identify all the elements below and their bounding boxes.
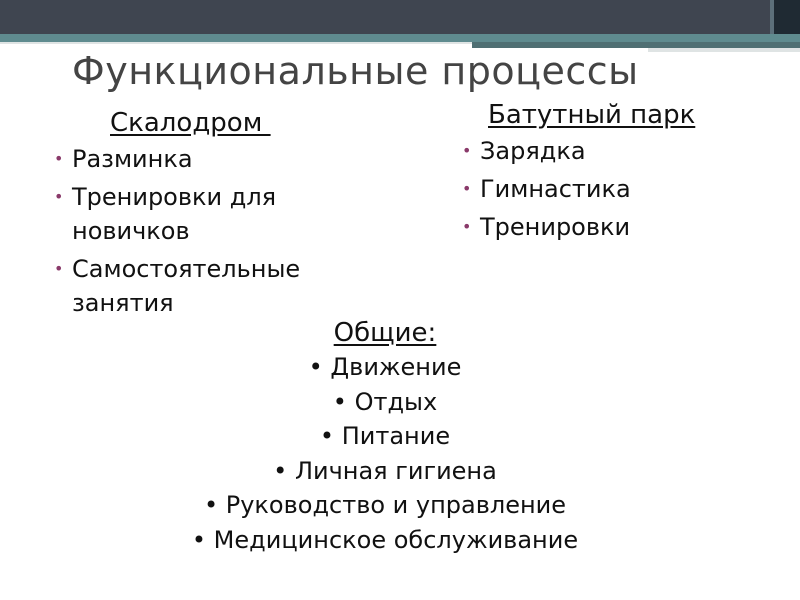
list-item: • Отдых: [332, 387, 438, 416]
header-accent-dark: [774, 0, 800, 34]
list-item: • Зарядка: [456, 134, 756, 168]
bullet-icon: •: [462, 217, 472, 236]
common-section: [100, 318, 670, 557]
bullet-icon: •: [54, 259, 64, 278]
accent-stripe-thin: [648, 48, 800, 52]
list-item: • Личная гигиена: [273, 456, 497, 485]
right-column: [456, 100, 756, 248]
list-item: • Гимнастика: [456, 172, 756, 206]
list-item: • Самостоятельные занятия: [48, 252, 378, 320]
bullet-icon: •: [54, 149, 64, 168]
left-column: [48, 108, 378, 324]
list-item: • Тренировки для новичков: [48, 180, 378, 248]
right-column-list: [456, 134, 756, 244]
list-item: • Разминка: [48, 142, 378, 176]
list-item: • Движение: [308, 353, 462, 381]
slide-title: Функциональные процессы: [72, 49, 639, 93]
common-heading: Общие:: [333, 318, 437, 348]
left-column-list: [48, 142, 378, 320]
right-column-heading: Батутный парк: [488, 100, 696, 130]
list-item: • Медицинское обслуживание: [191, 525, 579, 554]
accent-stripe: [0, 34, 800, 42]
bullet-icon: •: [462, 179, 472, 198]
list-item: • Тренировки: [456, 210, 756, 244]
accent-stripe-light: [0, 42, 472, 44]
bullet-icon: •: [462, 141, 472, 160]
header-bar: [0, 0, 800, 34]
common-list: [100, 350, 670, 557]
bullet-icon: •: [54, 187, 64, 206]
list-item: • Питание: [319, 422, 451, 450]
left-column-heading: Скалодром: [110, 108, 271, 138]
list-item: • Руководство и управление: [203, 491, 567, 519]
